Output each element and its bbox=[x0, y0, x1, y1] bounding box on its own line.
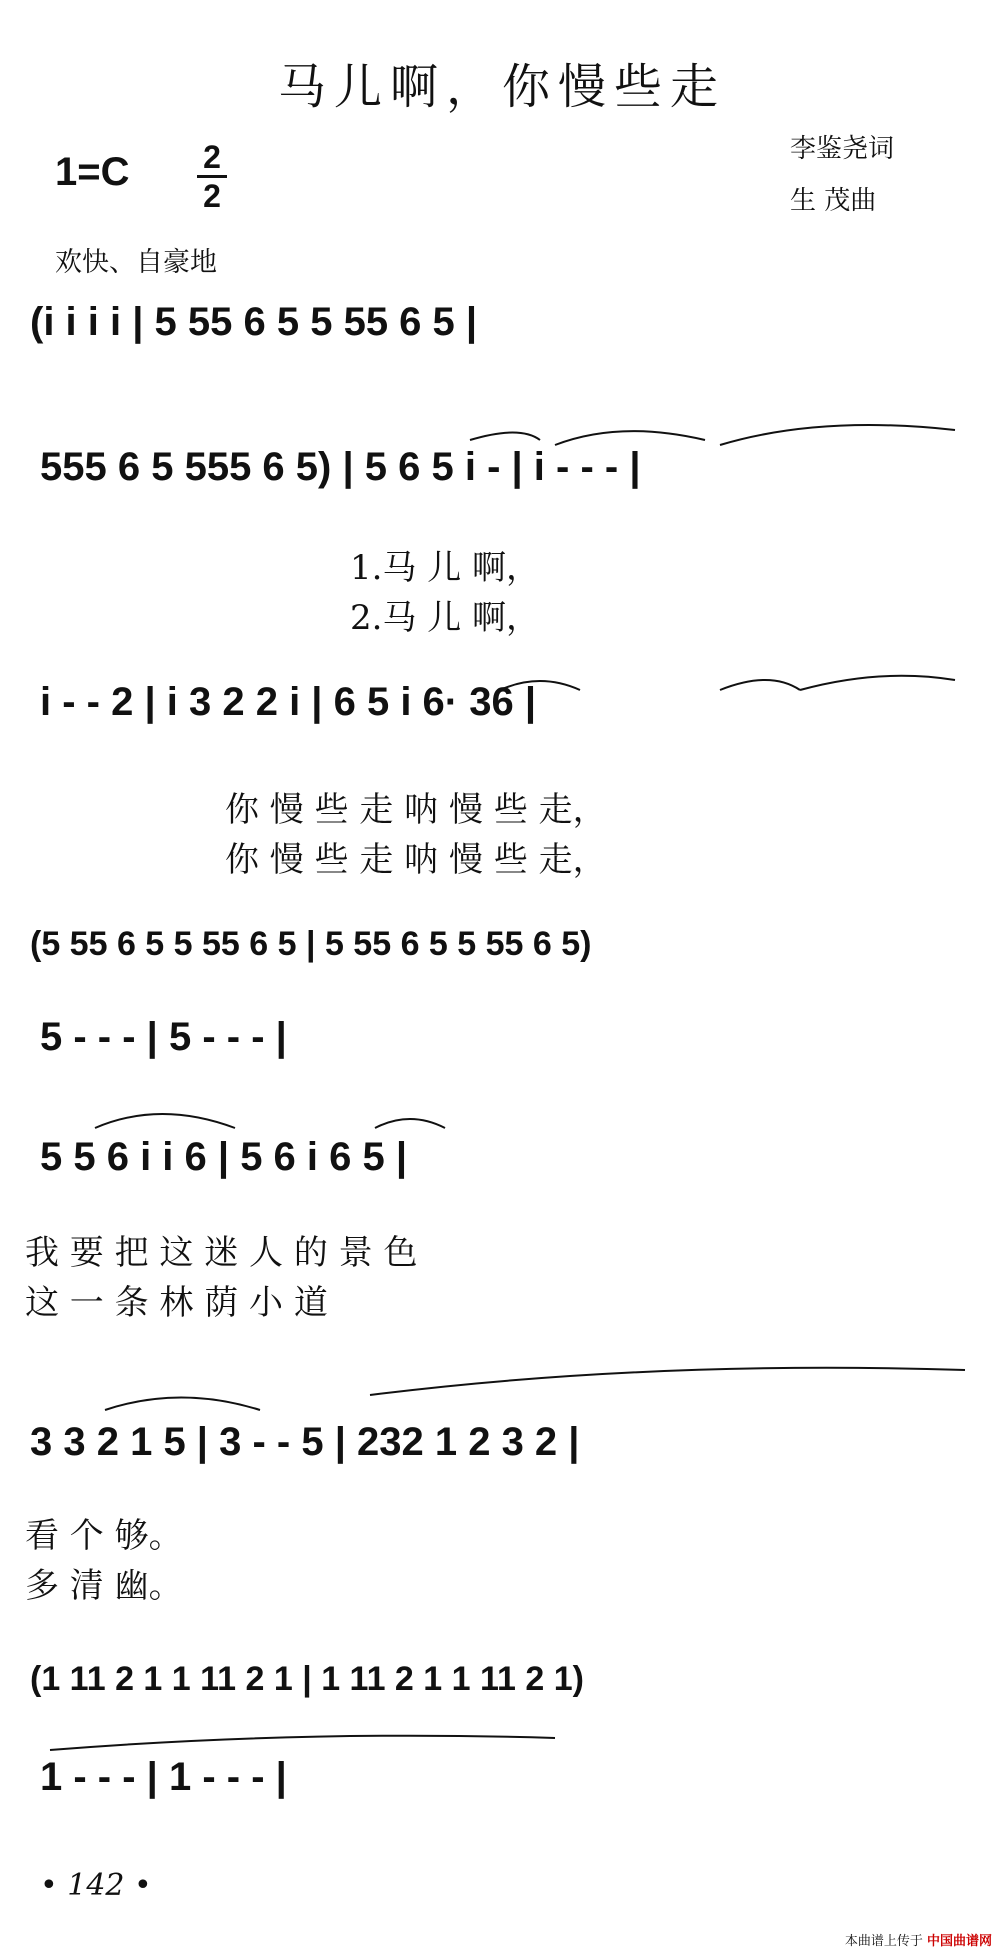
slur bbox=[555, 431, 705, 445]
lyricist-credit: 李鉴尧词 bbox=[790, 134, 895, 164]
score-system-7-lower: 1 - - - | 1 - - - | bbox=[40, 1755, 287, 1799]
score-system-7-upper: (1 11 2 1 1 11 2 1 | 1 11 2 1 1 11 2 1) bbox=[30, 1660, 584, 1698]
slur bbox=[50, 1736, 555, 1750]
slur bbox=[105, 1398, 260, 1411]
slur bbox=[470, 433, 540, 441]
tempo-marking: 欢快、自豪地 bbox=[55, 247, 217, 278]
time-signature-bottom: 2 bbox=[203, 178, 221, 214]
score-system-4-upper: (5 55 6 5 5 55 6 5 | 5 55 6 5 5 55 6 5) bbox=[30, 925, 592, 963]
key-signature: 1=C bbox=[55, 150, 130, 194]
footer-site: 中国曲谱网 bbox=[926, 1934, 992, 1949]
lyrics-line-8: 多 清 幽。 bbox=[25, 1566, 183, 1606]
lyrics-line-4: 你 慢 些 走 呐 慢 些 走， bbox=[225, 840, 607, 880]
lyrics-line-1: 1.马 儿 啊， bbox=[350, 548, 541, 588]
score-system-4-lower: 5 - - - | 5 - - - | bbox=[40, 1015, 287, 1059]
slur bbox=[370, 1368, 965, 1395]
score-system-5: 5 5 6 i i 6 | 5 6 i 6 5 | bbox=[40, 1135, 408, 1179]
lyrics-line-5: 我 要 把 这 迷 人 的 景 色 bbox=[25, 1233, 418, 1273]
score-system-6: 3 3 2 1 5 | 3 - - 5 | 232 1 2 3 2 | bbox=[30, 1420, 580, 1464]
lyrics-line-2: 2.马 儿 啊， bbox=[350, 598, 541, 638]
lyrics-line-3: 你 慢 些 走 呐 慢 些 走， bbox=[225, 790, 607, 830]
time-signature-top: 2 bbox=[203, 139, 221, 175]
page-number: • 142 • bbox=[40, 1868, 152, 1903]
page-title: 马儿啊，你慢些走 bbox=[277, 59, 726, 115]
lyrics-line-6: 这 一 条 林 荫 小 道 bbox=[25, 1283, 328, 1323]
lyrics-line-7: 看 个 够。 bbox=[25, 1516, 183, 1556]
composer-credit: 生 茂曲 bbox=[790, 186, 877, 216]
slur bbox=[720, 425, 955, 445]
score-system-3: i - - 2 | i 3 2 2 i | 6 5 i 6· 36 | bbox=[40, 680, 537, 724]
time-signature bbox=[193, 140, 231, 213]
slur bbox=[95, 1114, 235, 1128]
footer-text: 本曲谱上传于 bbox=[844, 1934, 923, 1949]
footer-note bbox=[845, 1930, 992, 1949]
slur bbox=[375, 1119, 445, 1128]
score-system-1: (i i i i | 5 55 6 5 5 55 6 5 | bbox=[30, 300, 478, 344]
score-system-2: 555 6 5 555 6 5) | 5 6 5 i - | i - - - | bbox=[40, 445, 641, 489]
